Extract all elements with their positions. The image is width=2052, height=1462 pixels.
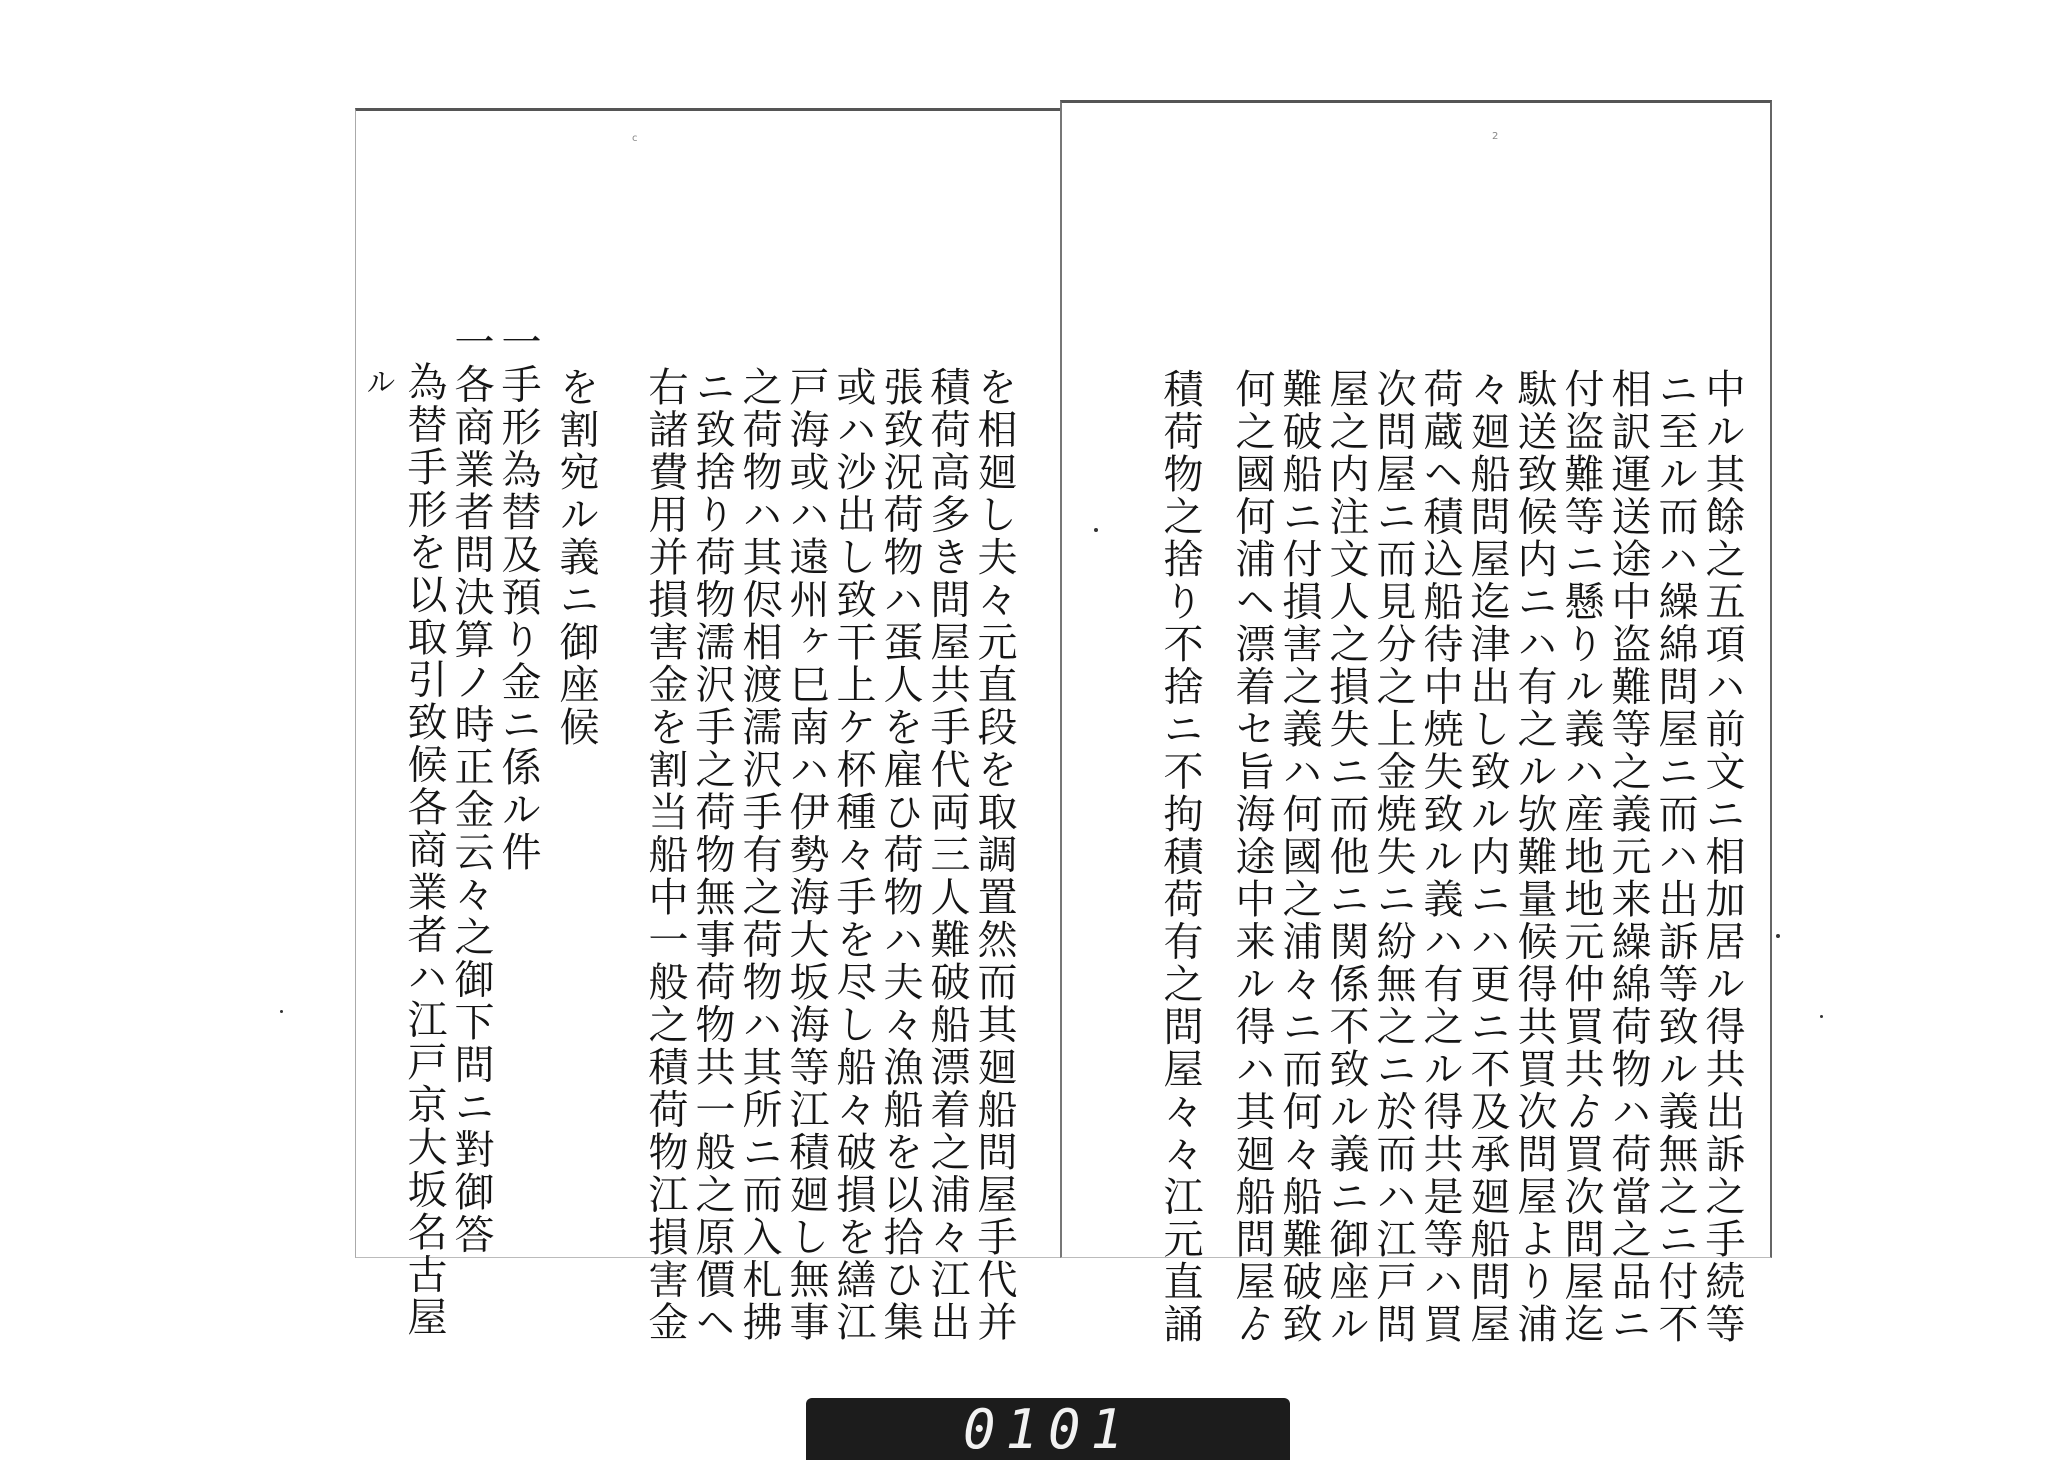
scan-speck [1094, 528, 1098, 532]
right-column-11: 何之國何浦ヘ漂着セ旨海途中来ル得ハ其廻船問屋ゟ [1229, 368, 1275, 1346]
right-column-7: 荷蔵ヘ積込船待中焼失致ル義ハ有之ル得共是等ハ買 [1417, 368, 1463, 1346]
right-column-5: 駄送致候内ニハ有之ル欤難量候得共買次問屋より浦 [1511, 368, 1557, 1346]
left-column-11: 一各商業者問決算ノ時正金云々之御下問ニ對御答 [448, 321, 494, 1256]
right-column-10: 難破船ニ付損害之義ハ何國之浦々ニ而何々船難破致 [1276, 368, 1322, 1346]
left-page [355, 108, 1060, 1344]
left-column-5: 戸海或ハ遠州ヶ巳南ハ伊勢海大坂海等江積廻し無事 [783, 366, 829, 1344]
film-frame-number-label: 0101 [806, 1398, 1290, 1460]
right-column-2: ニ至ル而ハ繰綿問屋ニ而ハ出訴等致ル義無之ニ付不 [1652, 368, 1698, 1346]
right-page [1060, 100, 1772, 1346]
right-column-6: 々廻船問屋迄津出し致ル内ニハ更ニ不及承廻船問屋 [1464, 368, 1510, 1346]
left-column-7: ニ致捨り荷物濡沢手之荷物無事荷物共一般之原價ヘ [689, 366, 735, 1344]
left-column-9: を割宛ル義ニ御座候 [553, 366, 599, 749]
right-column-8: 次問屋ニ而見分之上金焼失ニ紛無之ニ於而ハ江戸問 [1370, 368, 1416, 1346]
scan-speck [280, 1010, 283, 1013]
scan-speck [1776, 934, 1780, 938]
left-page-mark: c [632, 133, 638, 144]
scan-speck [1820, 1015, 1823, 1018]
left-column-1: を相廻し夫々元直段を取調置然而其廻船問屋手代并 [971, 366, 1017, 1344]
right-column-12: 積荷物之捨り不捨ニ不拘積荷有之問屋々々江元直誦 [1157, 368, 1203, 1346]
left-column-10: 一手形為替及預り金ニ係ル件 [495, 321, 541, 874]
left-column-8: 右諸費用并損害金を割当船中一般之積荷物江損害金 [642, 366, 688, 1344]
left-column-6: 之荷物ハ其侭相渡濡沢手有之荷物ハ其所ニ而入札拂 [736, 366, 782, 1344]
right-column-9: 屋之内注文人之損失ニ而他ニ関係不致ル義ニ御座ル [1323, 368, 1369, 1346]
left-column-3: 張致況荷物ハ蛋人を雇ひ荷物ハ夫々漁船を以拾ひ集 [877, 366, 923, 1344]
left-column-2: 積荷高多き問屋共手代両三人難破船漂着之浦々江出 [924, 366, 970, 1344]
left-column-13: ル [360, 366, 395, 399]
right-page-mark: 2 [1492, 131, 1499, 142]
left-column-12: 為替手形を以取引致候各商業者ハ江戸京大坂名古屋 [401, 361, 447, 1339]
right-column-4: 付盗難等ニ懸りル義ハ産地地元仲買共ゟ買次問屋迄 [1558, 368, 1604, 1346]
right-column-1: 中ル其餘之五項ハ前文ニ相加居ル得共出訴之手続等 [1699, 368, 1745, 1346]
left-column-4: 或ハ沙出し致干上ケ杯種々手を尽し船々破損を繕江 [830, 366, 876, 1344]
right-column-3: 相訳運送途中盗難等之義元来繰綿荷物ハ荷當之品ニ [1605, 368, 1651, 1346]
